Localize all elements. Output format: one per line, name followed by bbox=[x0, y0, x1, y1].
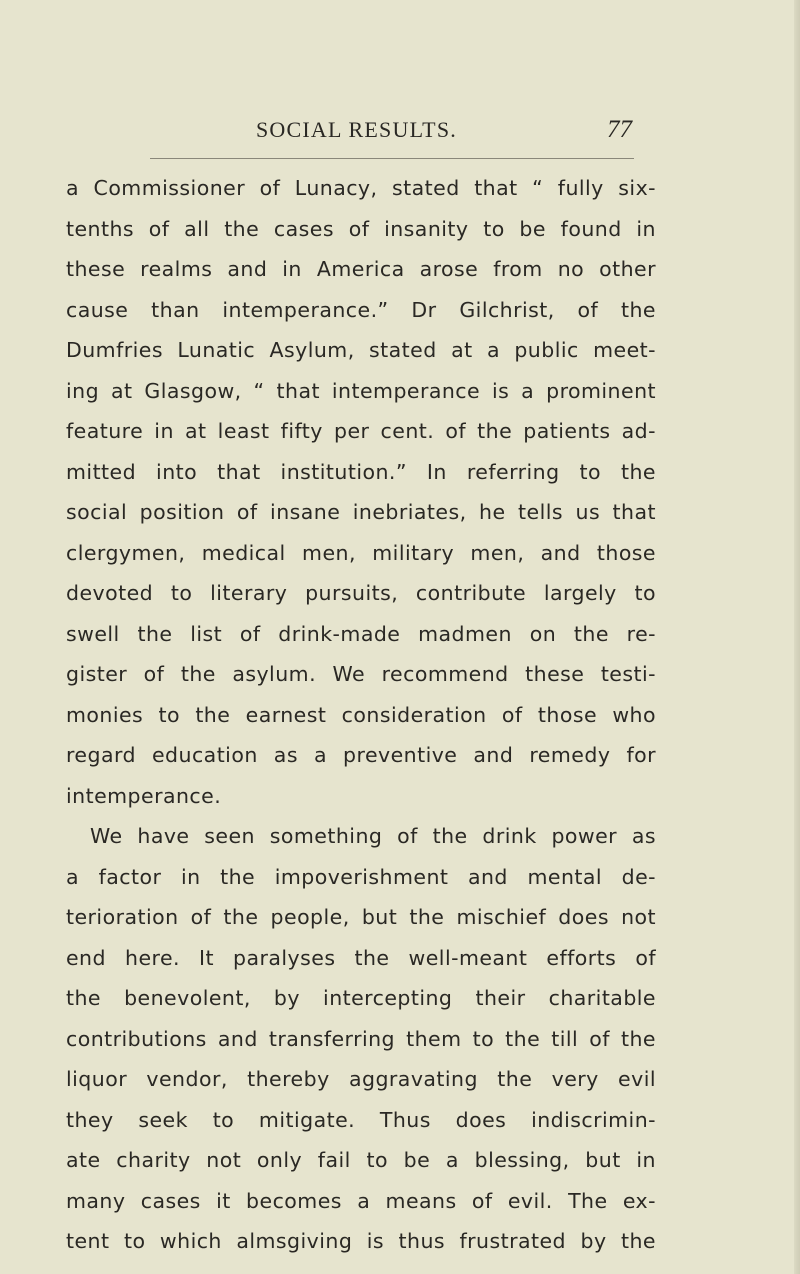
text-line: gister of the asylum. We recommend these testi- bbox=[66, 662, 656, 686]
text-line: devoted to literary pursuits, contribute largely to bbox=[66, 581, 656, 605]
text-line: swell the list of drink-made madmen on the re- bbox=[66, 621, 656, 646]
text-line: regard education as a preventive and remedy for bbox=[66, 743, 656, 767]
text-line: end here. It paralyses the well-meant efforts of bbox=[66, 945, 656, 970]
running-head bbox=[0, 112, 800, 148]
page-edge bbox=[794, 0, 800, 1274]
page-number: 77 bbox=[607, 116, 632, 143]
header-rule bbox=[150, 158, 634, 159]
paragraph-start-line: We have seen something of the drink power as bbox=[90, 824, 656, 848]
running-title: SOCIAL RESULTS. bbox=[256, 117, 457, 142]
text-line: Dumfries Lunatic Asylum, stated at a public meet- bbox=[66, 338, 656, 362]
body-text bbox=[66, 168, 656, 1262]
text-line: the benevolent, by intercepting their charitable bbox=[66, 986, 656, 1010]
text-line: clergymen, medical men, military men, and those bbox=[66, 540, 656, 565]
text-line: social position of insane inebriates, he tells us that bbox=[66, 500, 656, 524]
text-line: mitted into that institution.” In referring to the bbox=[66, 459, 656, 484]
text-line: they seek to mitigate. Thus does indiscrimin- bbox=[66, 1107, 656, 1132]
text-line: feature in at least fifty per cent. of the patients ad- bbox=[66, 419, 656, 443]
text-line: tent to which almsgiving is thus frustrated by the bbox=[66, 1229, 656, 1253]
text-line: cause than intemperance.” Dr Gilchrist, of the bbox=[66, 297, 656, 322]
text-line: terioration of the people, but the mischief does not bbox=[66, 905, 656, 929]
text-line: a factor in the impoverishment and mental de- bbox=[66, 864, 656, 889]
text-line: liquor vendor, thereby aggravating the very evil bbox=[66, 1067, 656, 1091]
text-line: many cases it becomes a means of evil. The ex- bbox=[66, 1188, 656, 1213]
text-line: contributions and transferring them to the till of the bbox=[66, 1026, 656, 1051]
text-line: these realms and in America arose from no other bbox=[66, 257, 656, 281]
text-line: ing at Glasgow, “ that intemperance is a prominent bbox=[66, 378, 656, 403]
text-line: ate charity not only fail to be a blessing, but in bbox=[66, 1148, 656, 1172]
text-line: monies to the earnest consideration of those who bbox=[66, 702, 656, 727]
text-line: a Commissioner of Lunacy, stated that “ fully six- bbox=[66, 176, 656, 200]
paragraph-end-line: intemperance. bbox=[66, 783, 222, 808]
text-line: tenths of all the cases of insanity to be found in bbox=[66, 216, 656, 241]
